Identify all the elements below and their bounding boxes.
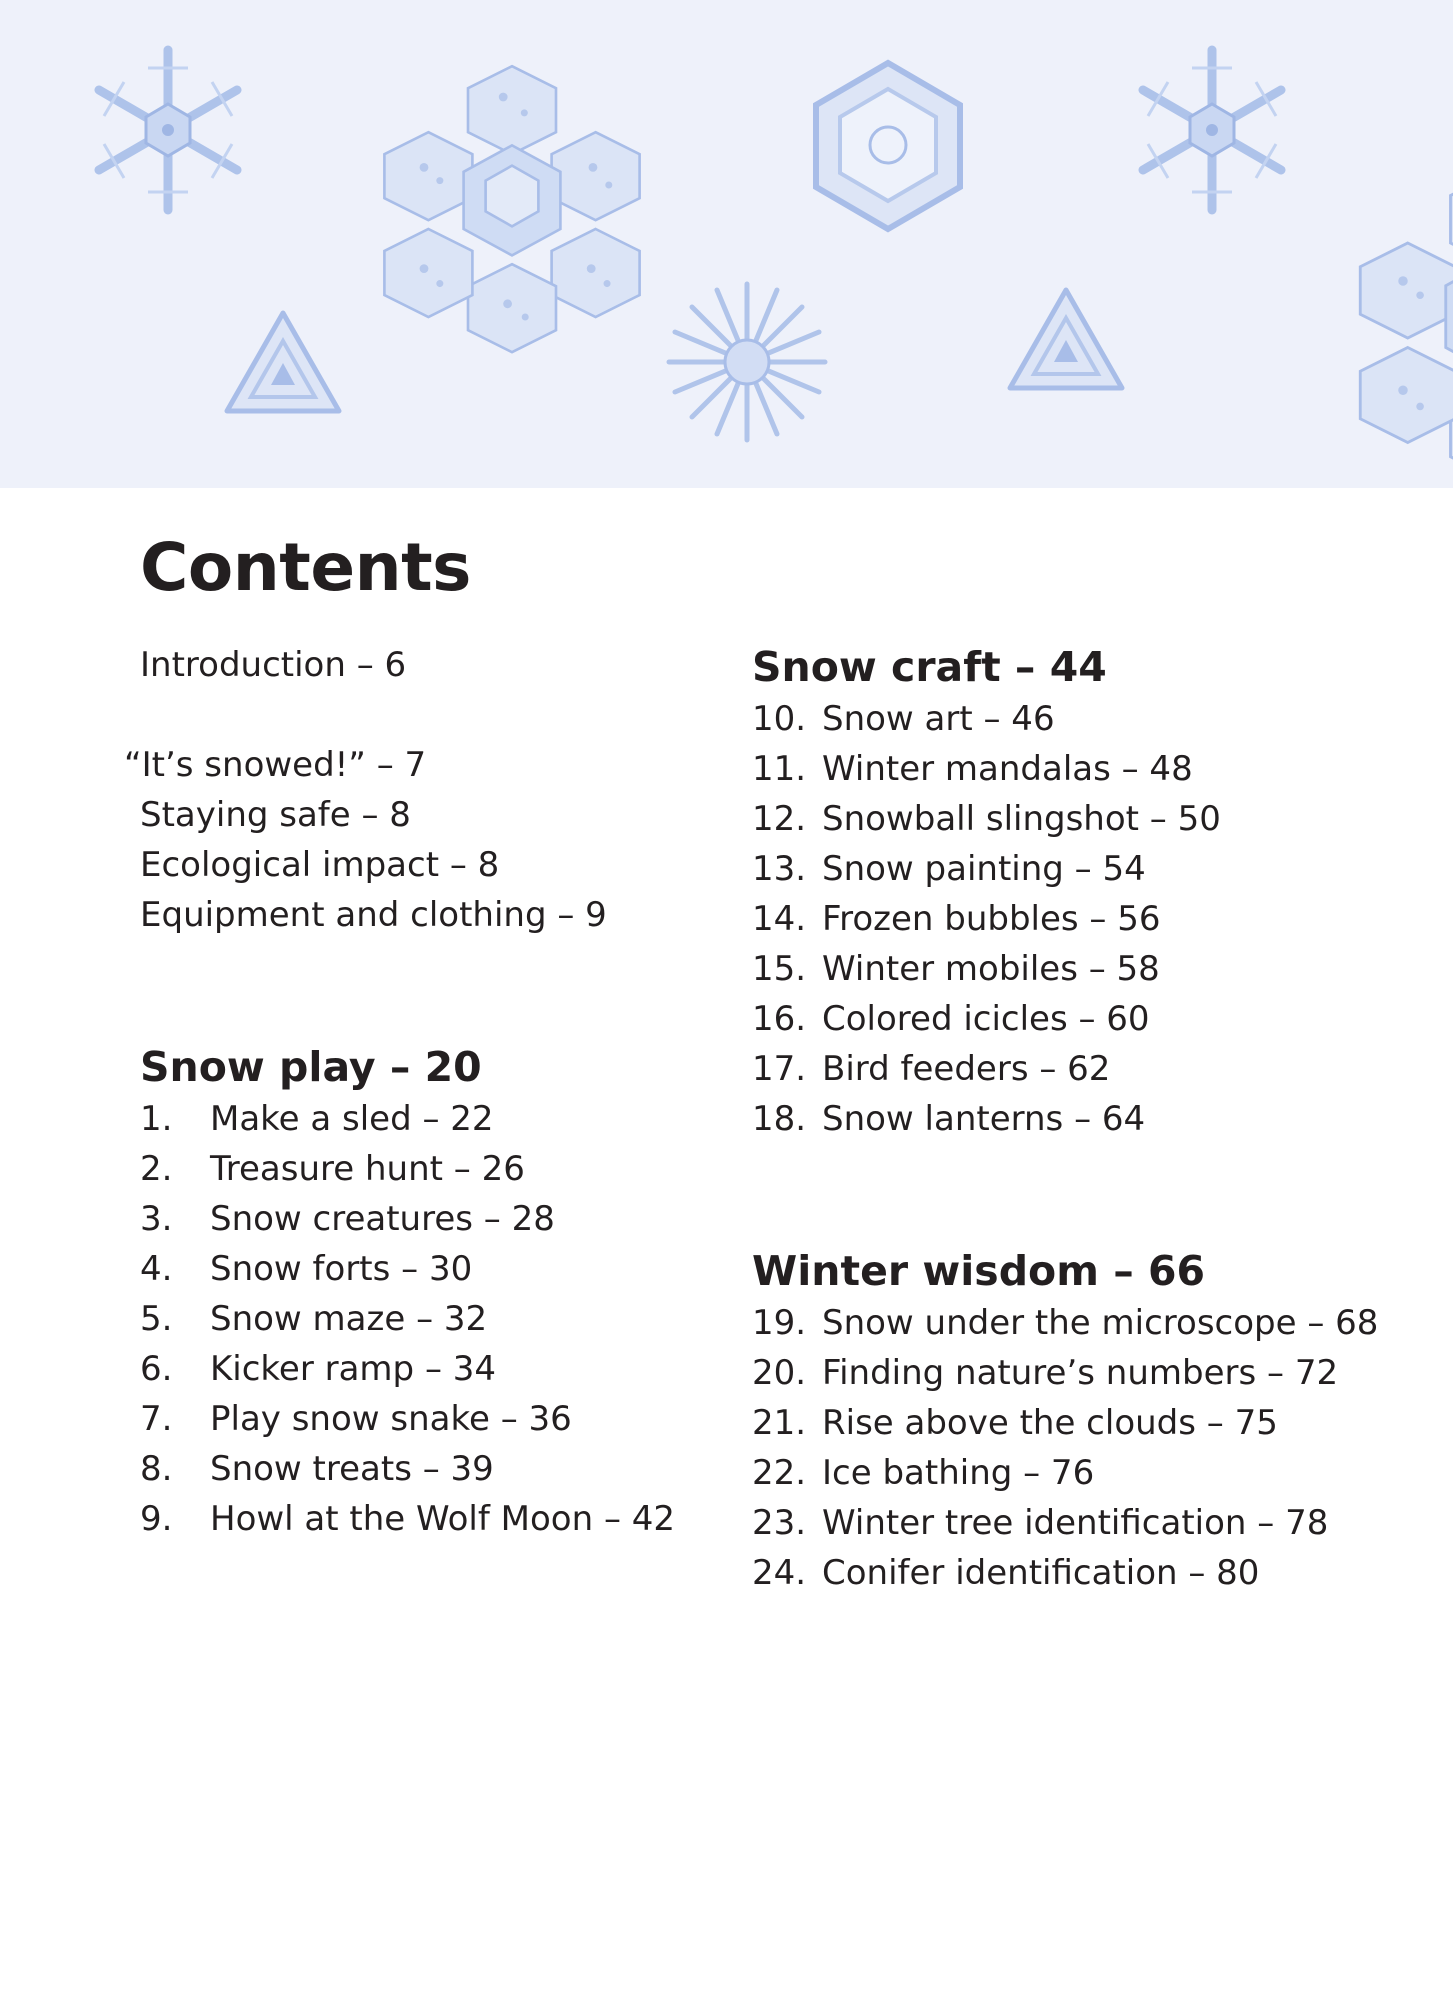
contents-item xyxy=(752,1398,1432,1448)
contents-item xyxy=(752,844,1432,894)
contents-entry-ecological-impact: Ecological impact – 8 xyxy=(140,845,500,885)
contents-entry-introduction: Introduction – 6 xyxy=(140,645,407,685)
contents-item xyxy=(752,794,1432,844)
item-number: 15. xyxy=(752,949,807,989)
item-label: Winter mobiles – 58 xyxy=(822,949,1160,989)
item-number: 16. xyxy=(752,999,807,1039)
item-label: Howl at the Wolf Moon – 42 xyxy=(210,1499,676,1539)
contents-item xyxy=(140,1494,740,1544)
contents-item xyxy=(752,1448,1432,1498)
item-label: Snow art – 46 xyxy=(822,699,1055,739)
contents-item xyxy=(140,1444,740,1494)
contents-item xyxy=(140,1244,740,1294)
contents-column-right xyxy=(752,640,1432,1598)
item-number: 19. xyxy=(752,1303,807,1343)
item-number: 22. xyxy=(752,1453,807,1493)
item-label: Snowball slingshot – 50 xyxy=(822,799,1221,839)
item-number: 24. xyxy=(752,1553,807,1593)
item-number: 4. xyxy=(140,1249,173,1289)
item-number: 9. xyxy=(140,1499,173,1539)
contents-entry-equipment: Equipment and clothing – 9 xyxy=(140,895,607,935)
item-number: 6. xyxy=(140,1349,173,1389)
item-label: Conifer identification – 80 xyxy=(822,1553,1260,1593)
section-heading-winter-wisdom: Winter wisdom – 66 xyxy=(752,1247,1206,1295)
item-number: 8. xyxy=(140,1449,173,1489)
item-number: 2. xyxy=(140,1149,173,1189)
contents-item xyxy=(140,1144,740,1194)
item-number: 1. xyxy=(140,1099,173,1139)
item-number: 18. xyxy=(752,1099,807,1139)
item-number: 23. xyxy=(752,1503,807,1543)
snowflake-banner xyxy=(0,0,1453,488)
item-label: Make a sled – 22 xyxy=(210,1099,494,1139)
contents-item xyxy=(140,1394,740,1444)
item-label: Colored icicles – 60 xyxy=(822,999,1150,1039)
item-number: 21. xyxy=(752,1403,807,1443)
item-label: Snow under the microscope – 68 xyxy=(822,1303,1379,1343)
contents-item xyxy=(752,894,1432,944)
contents-item xyxy=(752,944,1432,994)
item-label: Kicker ramp – 34 xyxy=(210,1349,497,1389)
item-number: 17. xyxy=(752,1049,807,1089)
contents-item xyxy=(140,1194,740,1244)
item-label: Snow maze – 32 xyxy=(210,1299,488,1339)
item-label: Play snow snake – 36 xyxy=(210,1399,572,1439)
item-label: Snow creatures – 28 xyxy=(210,1199,555,1239)
item-number: 7. xyxy=(140,1399,173,1439)
item-number: 5. xyxy=(140,1299,173,1339)
page-title: Contents xyxy=(140,529,471,606)
item-number: 12. xyxy=(752,799,807,839)
item-label: Frozen bubbles – 56 xyxy=(822,899,1161,939)
item-label: Snow treats – 39 xyxy=(210,1449,494,1489)
contents-item xyxy=(752,694,1432,744)
contents-item xyxy=(140,1344,740,1394)
contents-entry-staying-safe: Staying safe – 8 xyxy=(140,795,411,835)
snowflake-illustration xyxy=(0,0,1453,488)
item-label: Rise above the clouds – 75 xyxy=(822,1403,1278,1443)
item-number: 13. xyxy=(752,849,807,889)
contents-item xyxy=(752,1094,1432,1144)
contents-item xyxy=(140,1094,740,1144)
item-label: Snow painting – 54 xyxy=(822,849,1146,889)
item-number: 14. xyxy=(752,899,807,939)
item-label: Ice bathing – 76 xyxy=(822,1453,1095,1493)
contents-item xyxy=(752,744,1432,794)
item-label: Winter tree identification – 78 xyxy=(822,1503,1329,1543)
item-label: Snow lanterns – 64 xyxy=(822,1099,1146,1139)
contents-item xyxy=(752,1044,1432,1094)
section-heading-snow-play: Snow play – 20 xyxy=(140,1043,482,1091)
item-label: Winter mandalas – 48 xyxy=(822,749,1193,789)
contents-entry-its-snowed: “It’s snowed!” – 7 xyxy=(124,745,427,785)
item-label: Finding nature’s numbers – 72 xyxy=(822,1353,1339,1393)
contents-column-left xyxy=(124,640,740,1544)
item-number: 20. xyxy=(752,1353,807,1393)
item-label: Snow forts – 30 xyxy=(210,1249,473,1289)
contents-item xyxy=(752,1348,1432,1398)
contents-item xyxy=(752,994,1432,1044)
contents-item xyxy=(140,1294,740,1344)
item-number: 11. xyxy=(752,749,807,789)
section-heading-snow-craft: Snow craft – 44 xyxy=(752,643,1107,691)
item-number: 3. xyxy=(140,1199,173,1239)
item-label: Bird feeders – 62 xyxy=(822,1049,1111,1089)
contents-item xyxy=(752,1498,1432,1548)
item-number: 10. xyxy=(752,699,807,739)
item-label: Treasure hunt – 26 xyxy=(210,1149,525,1189)
contents-item xyxy=(752,1548,1432,1598)
contents-item xyxy=(752,1298,1432,1348)
